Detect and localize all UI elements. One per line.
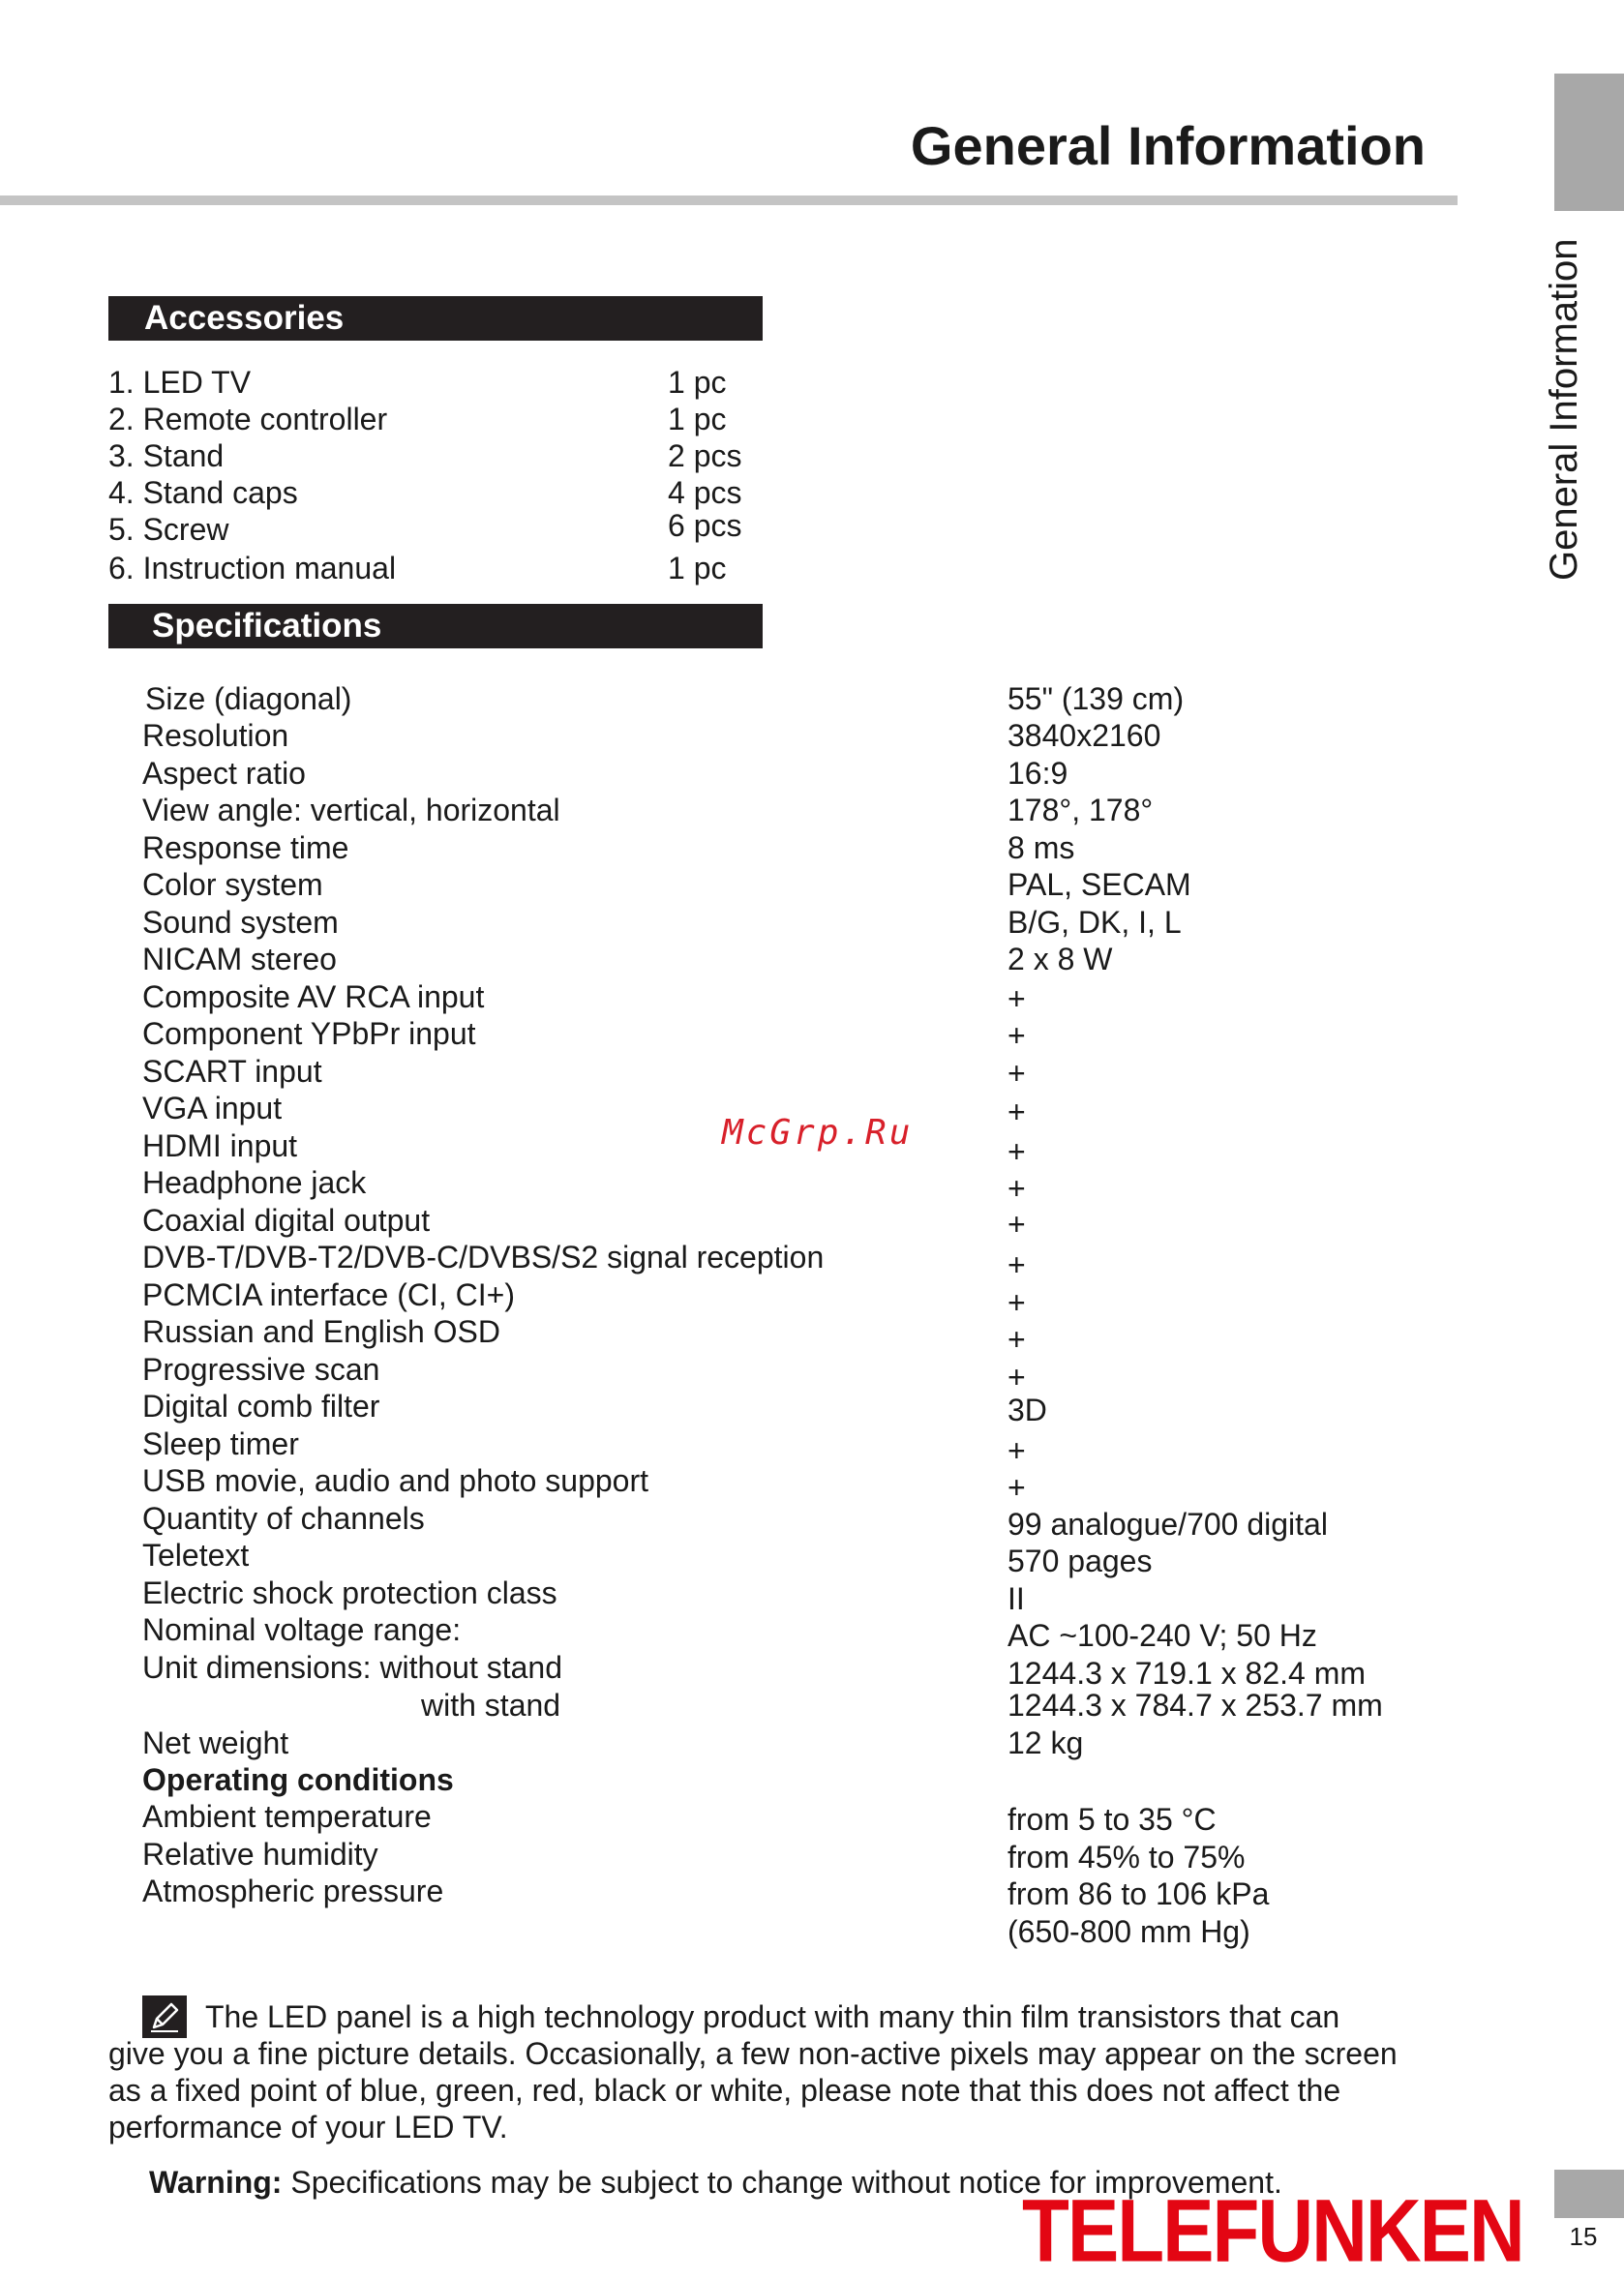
spec-row [0,1425,1452,1468]
spec-row [0,1351,1452,1395]
spec-value: + [1007,1433,1026,1468]
accessory-name: 6. Instruction manual [108,551,397,585]
accessory-name: 5. Screw [108,512,229,547]
page-number-tab [1554,2170,1624,2218]
spec-label: Russian and English OSD [142,1314,500,1349]
telefunken-logo: TELEFUNKEN [1022,2180,1523,2280]
spec-value: 12 kg [1007,1725,1084,1760]
spec-row [0,866,1452,903]
spec-row [0,792,1452,828]
spec-label: Color system [142,867,323,902]
spec-row [0,1053,1452,1090]
spec-row [0,1798,1452,1835]
spec-label: USB movie, audio and photo support [142,1463,648,1498]
spec-value: + [1007,1134,1026,1169]
spec-row [0,1873,1452,1909]
spec-row [0,904,1452,941]
accessory-row [108,364,786,401]
spec-label: Resolution [142,718,289,753]
spec-label: Sleep timer [142,1426,299,1461]
spec-row [0,1239,1452,1282]
spec-label: NICAM stereo [142,942,337,976]
spec-label: Electric shock protection class [142,1575,557,1610]
spec-row [0,1202,1452,1242]
spec-label: PCMCIA interface (CI, CI+) [142,1277,515,1312]
spec-value: 1244.3 x 719.1 x 82.4 mm [1007,1656,1366,1691]
spec-row [0,1611,1452,1653]
note-text-line: as a fixed point of blue, green, red, black or white, please note that this does not affect the [108,2073,1341,2108]
spec-value: from 5 to 35 °C [1007,1802,1217,1837]
spec-row [0,1500,1452,1542]
spec-value: + [1007,981,1026,1016]
accessory-name: 2. Remote controller [108,402,388,436]
side-section-label: General Information [1543,238,1585,581]
spec-row [0,978,1452,1015]
spec-row [0,755,1452,792]
spec-row [0,1649,1452,1691]
side-tab-marker [1554,74,1624,211]
spec-label: Coaxial digital output [142,1203,431,1238]
spec-value: PAL, SECAM [1007,867,1191,902]
accessory-row [108,401,786,437]
spec-value: from 86 to 106 kPa [1007,1876,1270,1911]
spec-value: + [1007,1018,1026,1053]
warning-label: Warning: [149,2165,283,2200]
accessory-row [108,550,786,586]
accessory-name: 1. LED TV [108,365,252,400]
spec-row [0,1575,1452,1616]
spec-row [0,1164,1452,1206]
spec-label: Component YPbPr input [142,1016,476,1051]
spec-row [0,680,1452,717]
spec-value: + [1007,1171,1026,1206]
accessory-qty: 1 pc [668,551,727,585]
spec-value: 570 pages [1007,1544,1153,1578]
spec-label: VGA input [142,1091,283,1125]
spec-value: 178°, 178° [1007,793,1154,827]
spec-value: + [1007,1095,1026,1129]
accessory-qty: 2 pcs [668,438,742,473]
accessory-row [108,437,786,474]
note-pencil-icon [142,1995,187,2038]
spec-label: Atmospheric pressure [142,1874,444,1908]
spec-row [0,1836,1452,1873]
spec-label: Nominal voltage range: [142,1612,462,1647]
spec-value: + [1007,1470,1026,1505]
spec-label: Ambient temperature [142,1799,432,1834]
spec-value: II [1007,1581,1025,1616]
spec-row [0,1725,1452,1761]
spec-label: SCART input [142,1054,322,1089]
spec-row [0,1687,1452,1724]
spec-value: 16:9 [1007,756,1068,791]
spec-value: + [1007,1247,1026,1282]
note-text-line: give you a fine picture details. Occasionally, a few non-active pixels may appear on the screen [108,2036,1398,2071]
spec-value: 1244.3 x 784.7 x 253.7 mm [1007,1688,1383,1723]
spec-value: 3840x2160 [1007,718,1161,753]
spec-label: Quantity of channels [142,1501,425,1536]
accessory-qty: 1 pc [668,365,727,400]
accessories-heading: Accessories [108,296,763,341]
spec-label: Size (diagonal) [145,681,352,716]
spec-row [0,829,1452,866]
accessory-qty: 1 pc [668,402,727,436]
spec-label: Net weight [142,1725,289,1760]
spec-row [0,1462,1452,1505]
spec-row [0,1015,1452,1052]
spec-value: 2 x 8 W [1007,942,1113,976]
specifications-heading: Specifications [108,604,763,648]
spec-value: 99 analogue/700 digital [1007,1507,1328,1542]
page-number: 15 [1569,2222,1598,2251]
spec-label: View angle: vertical, horizontal [142,793,560,827]
spec-value: + [1007,1322,1026,1357]
spec-value: 55" (139 cm) [1007,681,1185,716]
spec-row [0,717,1452,754]
warning-text: Specifications may be subject to change without notice for improvement. [282,2165,1282,2200]
spec-row [0,1913,1452,1950]
accessory-name: 4. Stand caps [108,475,298,510]
spec-row [0,1313,1452,1357]
spec-value: + [1007,1056,1026,1091]
spec-label: Response time [142,830,349,865]
spec-value: from 45% to 75% [1007,1840,1246,1875]
title-divider [0,195,1458,205]
spec-label: HDMI input [142,1128,298,1163]
spec-value: 3D [1007,1393,1047,1427]
spec-label: Aspect ratio [142,756,306,791]
spec-label: Composite AV RCA input [142,979,485,1014]
spec-value: (650-800 mm Hg) [1007,1914,1250,1949]
spec-row [0,1276,1452,1320]
spec-label: Progressive scan [142,1352,380,1387]
spec-label: Teletext [142,1538,250,1573]
note-text-line: performance of your LED TV. [108,2110,508,2145]
page-title: General Information [910,115,1426,176]
spec-section-row [0,1761,1452,1798]
spec-label: Unit dimensions: without stand [142,1650,562,1685]
watermark-text: McGrp.Ru [722,1113,914,1153]
spec-row [0,941,1452,977]
spec-value: + [1007,1207,1026,1242]
spec-label: with stand [421,1688,561,1723]
spec-row [0,1537,1452,1578]
accessory-name: 3. Stand [108,438,225,473]
accessory-row [108,508,786,548]
spec-value: + [1007,1360,1026,1395]
operating-conditions-label: Operating conditions [142,1762,454,1797]
accessory-qty: 6 pcs [668,508,742,543]
spec-label: Digital comb filter [142,1389,380,1424]
spec-value: 8 ms [1007,830,1075,865]
spec-value: B/G, DK, I, L [1007,905,1182,940]
note-text-line: The LED panel is a high technology product with many thin film transistors that can [205,1999,1340,2034]
spec-value: AC ~100-240 V; 50 Hz [1007,1618,1317,1653]
accessory-qty: 4 pcs [668,475,742,510]
spec-label: Sound system [142,905,339,940]
spec-label: Relative humidity [142,1837,378,1872]
spec-label: Headphone jack [142,1165,367,1200]
spec-row [0,1388,1452,1425]
spec-value: + [1007,1285,1026,1320]
accessory-row [108,474,786,511]
spec-label: DVB-T/DVB-T2/DVB-C/DVBS/S2 signal reception [142,1240,825,1275]
